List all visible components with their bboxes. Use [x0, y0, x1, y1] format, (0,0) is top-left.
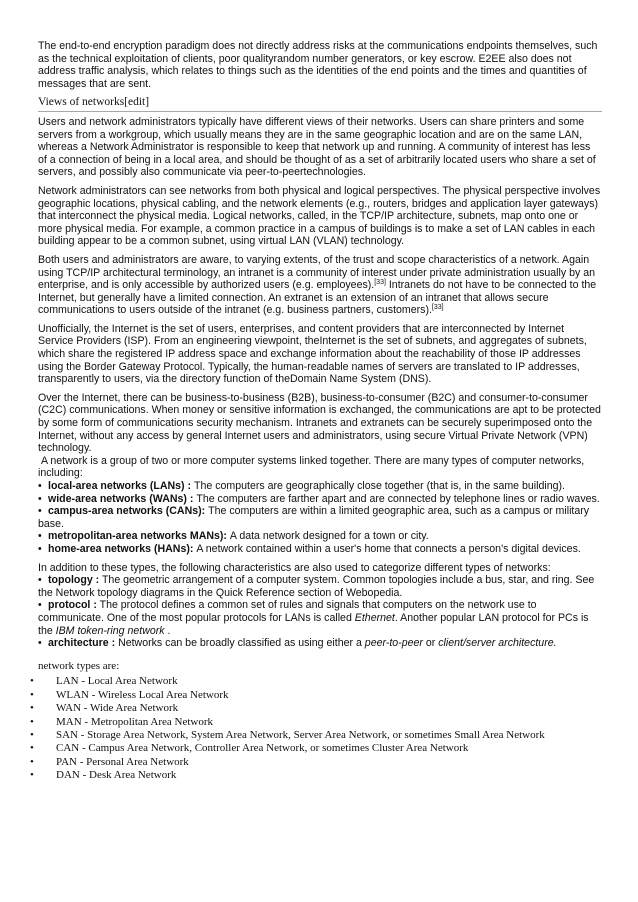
network-type-item: • WAN - Wide Area Network	[30, 702, 602, 715]
network-type-item: • CAN - Campus Area Network, Controller Area Network, or sometimes Cluster Area Network	[30, 742, 602, 755]
client-server-term: client/server architecture.	[438, 637, 557, 650]
citation-33-b[interactable]: [33]	[431, 304, 444, 312]
network-kinds-list	[38, 480, 602, 556]
intranet-text-a: Both users and administrators are aware, to varying extents, of the trust and scope characteristics of a network. Again using TCP/IP architectural terminology, an intranet is a community of interest under private administration usually by an enterprise, and is only accessible by authorized users (e.g. employees).	[38, 253, 596, 292]
bullet-term: local-area networks (LANs)	[48, 480, 185, 492]
ethernet-term: Ethernet	[354, 611, 395, 624]
peer-to-peer-term: peer-to-peer	[364, 637, 423, 650]
bullet-term: home-area networks (HANs):	[48, 542, 194, 555]
paragraph-b2b: Over the Internet, there can be business-to-business (B2B), business-to-consumer (B2C) and consumer-to-consumer (C2C) communications. When money or sensitive information is exchanged, the communications are apt to be protected by some form of communications security mechanism. Intranets and extranets can be securely superimposed onto the Internet, without any access by general Internet users and administrators, using secure Virtual Private Network (VPN) technology.	[38, 391, 601, 455]
bullet-term: campus-area networks (CANs):	[48, 505, 206, 518]
intranet-text-b: Intranets do not have to be connected to the Internet, but generally have a limited connection. An extranet is an extension of an intranet that allows secure communications to users outside of the intranet (e.g. business partners, customers).	[38, 279, 597, 317]
network-types-title: network types are:	[38, 659, 120, 672]
bullet-text: The computers are farther apart and are connected by telephone lines or radio waves.	[196, 492, 600, 505]
bullet-text: The computers are within a limited geographic area, such as a campus or military base.	[38, 505, 590, 530]
bullet-text: The geometric arrangement of a computer system. Common topologies include a bus, star, and ring. See the Network topology diagrams in the Quick Reference section of Webopedia.	[38, 574, 595, 599]
list-item-topology: • topology : The geometric arrangement of a computer system. Common topologies include a bus, star, and ring. See the Network topology diagrams in the Quick Reference section of Webopedia.	[38, 574, 595, 599]
network-type-item: • SAN - Storage Area Network, System Area Network, Server Area Network, or sometimes Small Area Network	[30, 729, 602, 742]
list-item: • campus-area networks (CANs): The computers are within a limited geographic area, such as a campus or military base.	[38, 505, 590, 530]
list-item: • wide-area networks (WANs) : The computers are farther apart and are connected by telephone lines or radio waves.	[38, 492, 600, 505]
list-item: • metropolitan-area networks MANs): A data network designed for a town or city.	[38, 530, 429, 543]
paragraph-characteristics: In addition to these types, the following characteristics are also used to categorize different types of networks:	[38, 561, 551, 574]
paragraph-intranet	[38, 254, 602, 317]
characteristics-list	[38, 574, 602, 650]
list-item: • home-area networks (HANs): A network contained within a user's home that connects a person's digital devices.	[38, 542, 581, 555]
ibm-token-ring-term: IBM token-ring network	[55, 624, 165, 637]
list-item: • local-area networks (LANs) : The computers are geographically close together (that is, in the same building).	[38, 480, 565, 492]
network-type-item: • LAN - Local Area Network	[30, 675, 602, 688]
bullet-term: topology :	[48, 574, 100, 587]
bullet-term: metropolitan-area networks MANs):	[48, 530, 227, 543]
list-item-architecture: • architecture : Networks can be broadly classified as using either a peer-to-peer or client/server architecture.	[38, 637, 557, 650]
paragraph-network-definition: A network is a group of two or more computer systems linked together. There are many types of computer networks, including:	[38, 454, 588, 480]
paragraph-internet: Unofficially, the Internet is the set of users, enterprises, and content providers that are interconnected by Internet Service Providers (ISP). From an engineering viewpoint, theInternet is the set of subnets, and aggregates of subnets, which share the registered IP address space and exchange information about the reachability of those IP addresses using the Border Gateway Protocol. Typically, the human-readable names of servers are translated to IP addresses, transparently to users, via the directory function of theDomain Name System (DNS).	[38, 322, 587, 386]
network-type-item: • PAN - Personal Area Network	[30, 756, 602, 769]
network-type-item: • DAN - Desk Area Network	[30, 769, 602, 782]
list-item-protocol: • protocol : The protocol defines a common set of rules and signals that computers on the network use to communicate. One of the most popular protocols for LANs is called Ethernet. Another popular LAN protocol for PCs is the IBM token-ring network .	[38, 599, 589, 637]
intro-paragraph: The end-to-end encryption paradigm does not directly address risks at the communications endpoints themselves, such as the technical exploitation of clients, poor qualityrandom number generators, or key escrow. E2EE also does not address traffic analysis, which relates to things such as the identities of the end points and the times and quantities of messages that are sent.	[38, 40, 598, 90]
bullet-text: The computers are geographically close together (that is, in the same building).	[194, 480, 565, 492]
network-types-list	[38, 675, 602, 782]
bullet-term: wide-area networks (WANs)	[48, 492, 187, 505]
bullet-text: A data network designed for a town or city.	[229, 530, 429, 543]
bullet-term: protocol :	[48, 599, 97, 612]
citation-33-a[interactable]: [33]	[374, 279, 386, 287]
section-heading: Views of networks[edit]	[38, 96, 602, 112]
paragraph-views: Users and network administrators typically have different views of their networks. Users can share printers and some servers from a workgroup, which usually means they are in the same geographic location and are on the same LAN, whereas a Network Administrator is responsible to keep that network up and running. A community of interest has less of a connection of being in a local area, and should be thought of as a set of arbitrarily located users who share a set of servers, and possibly also communicate via peer-to-peertechnologies.	[38, 115, 596, 179]
bullet-text: A network contained within a user's home that connects a person's digital devices.	[196, 542, 581, 555]
paragraph-perspectives: Network administrators can see networks from both physical and logical perspectives. The physical perspective involves geographic locations, physical cabling, and the network elements (e.g., routers, bridges and application layer gateways) that interconnect the physical media. Logical networks, called, in the TCP/IP architecture, subnets, map onto one or more physical media. For example, a common practice in a campus of buildings is to make a set of LAN cables in each building appear to be a common subnet, using virtual LAN (VLAN) technology.	[38, 184, 601, 248]
network-type-item: • MAN - Metropolitan Area Network	[30, 716, 602, 729]
bullet-term: architecture :	[48, 637, 116, 650]
network-type-item: • WLAN - Wireless Local Area Network	[30, 689, 602, 702]
